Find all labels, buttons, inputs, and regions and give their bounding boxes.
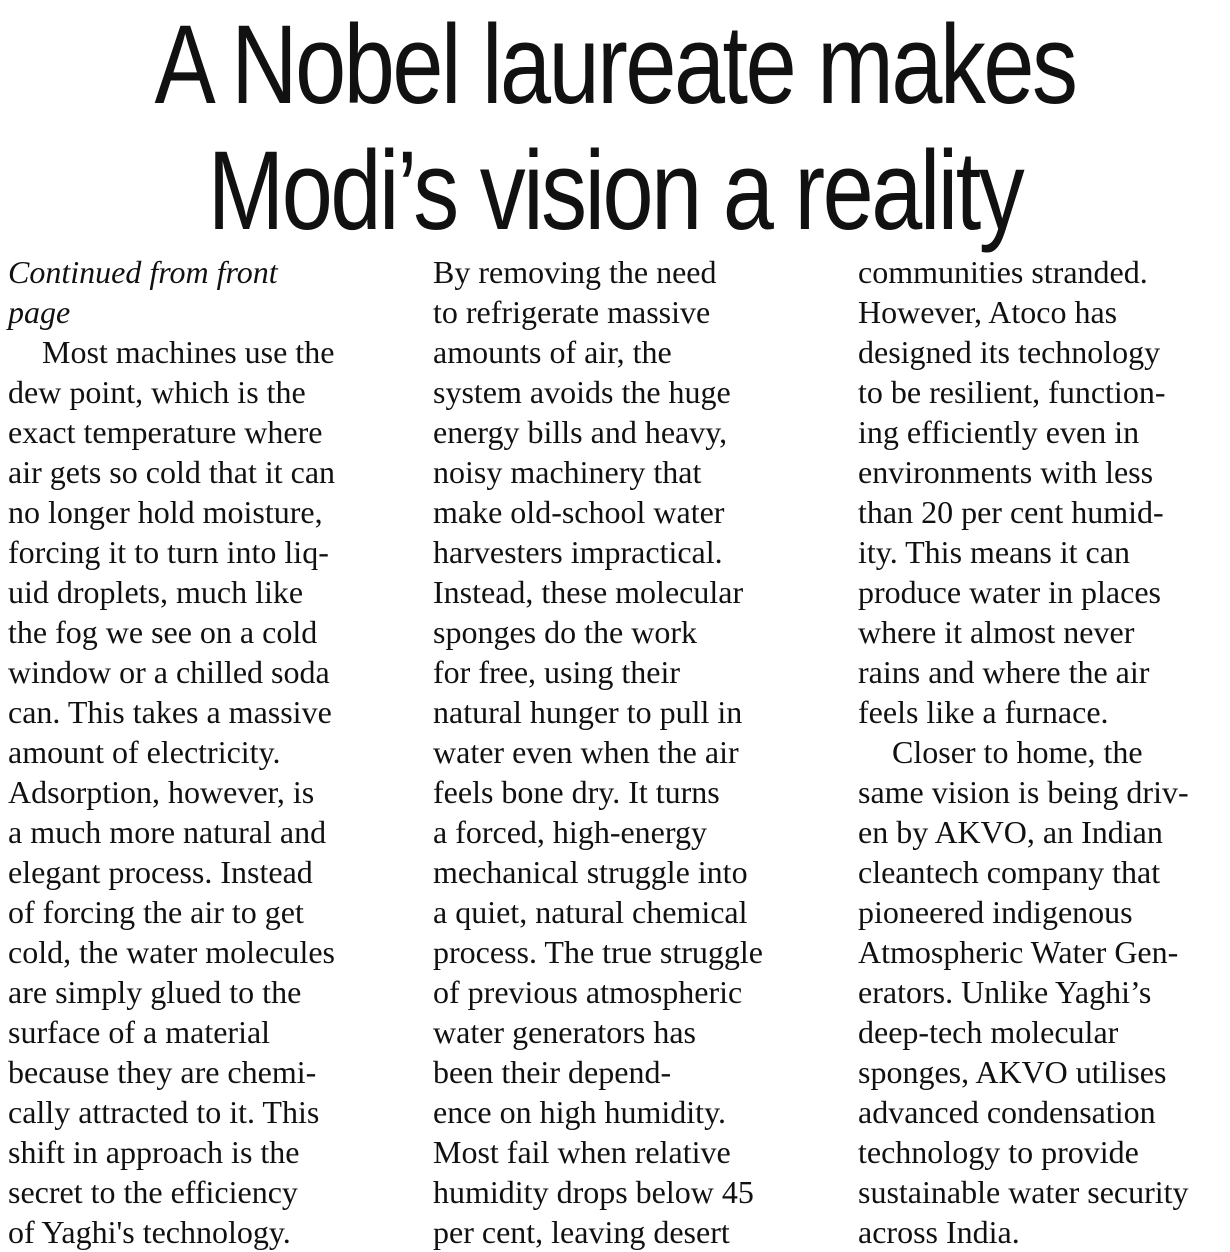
article-text-line: amount of electricity. [8,734,281,770]
article-text-line: can. This takes a massive [8,694,332,730]
article-text-line: technology to provide [858,1134,1139,1170]
article-text-line: are simply glued to the [8,974,302,1010]
article-text-line: sustainable water security [858,1174,1189,1210]
article-text-line: feels bone dry. It turns [433,774,720,810]
article-text-line: rains and where the air [858,654,1150,690]
article-text-line: a much more natural and [8,814,327,850]
article-text-line: to refrigerate massive [433,294,711,330]
article-text-line: deep-tech molecular [858,1014,1119,1050]
article-text-line: make old-school water [433,494,725,530]
article-text-line: However, Atoco has [858,294,1118,330]
article-text-line: designed its technology [858,334,1161,370]
article-text-line: By removing the need [433,254,717,290]
article-text-line: advanced condensation [858,1094,1156,1130]
article-text-line: ence on high humidity. [433,1094,726,1130]
article-text-line: the fog we see on a cold [8,614,318,650]
article-text-line: surface of a material [8,1014,271,1050]
article-text-line: Closer to home, the [892,734,1143,770]
article-text-line: window or a chilled soda [8,654,330,690]
article-column-2 [433,252,843,1252]
article-text-line: Instead, these molecular [433,574,744,610]
article-text-line: Adsorption, however, is [8,774,315,810]
article-text-line: system avoids the huge [433,374,731,410]
article-text-line: same vision is being driv- [858,774,1189,810]
article-text-line: a quiet, natural chemical [433,894,748,930]
article-text-line: cold, the water molecules [8,934,335,970]
article-text-line: air gets so cold that it can [8,454,336,490]
article-text-line: sponges, AKVO utilises [858,1054,1167,1090]
article-text-line: process. The true struggle [433,934,763,970]
article-text-line: of Yaghi's technology. [8,1214,291,1250]
article-text-line: no longer hold moisture, [8,494,323,530]
article-text-line: ing efficiently even in [858,414,1140,450]
article-text-line: across India. [858,1214,1020,1250]
article-text-line: been their depend- [433,1054,672,1090]
article-text-line: environments with less [858,454,1154,490]
article-text-line: amounts of air, the [433,334,672,370]
article-text-line: Atmospheric Water Gen- [858,934,1179,970]
article-text-line: shift in approach is the [8,1134,300,1170]
article-text-line: a forced, high-energy [433,814,707,850]
article-text-line: pioneered indigenous [858,894,1133,930]
article-text-line: Most machines use the [42,334,335,370]
article-text-line: dew point, which is the [8,374,306,410]
article-text-line: than 20 per cent humid- [858,494,1164,530]
article-text-line: Most fail when relative [433,1134,731,1170]
article-text-line: mechanical struggle into [433,854,748,890]
article-text-line: secret to the efficiency [8,1174,298,1210]
article-text-line: per cent, leaving desert [433,1214,730,1250]
article-text-line: of forcing the air to get [8,894,304,930]
article-text-line: produce water in places [858,574,1161,610]
headline-line: A Nobel laureate makes [154,2,1076,127]
article-text-line: communities stranded. [858,254,1148,290]
article-text-line: where it almost never [858,614,1135,650]
article-column-1 [8,252,408,1252]
article-text-line: harvesters impractical. [433,534,723,570]
article-text-line: natural hunger to pull in [433,694,743,730]
article-text-line: forcing it to turn into liq- [8,534,329,570]
article-text-line: for free, using their [433,654,681,690]
article-text-line: Continued from front [8,254,278,290]
article-text-line: uid droplets, much like [8,574,304,610]
article-text-line: erators. Unlike Yaghi’s [858,974,1152,1010]
article-text-line: of previous atmospheric [433,974,743,1010]
article-text-line: en by AKVO, an Indian [858,814,1163,850]
headline-line: Modi’s vision a reality [207,128,1023,253]
article-text-line: humidity drops below 45 [433,1174,754,1210]
article-text-line: cally attracted to it. This [8,1094,320,1130]
article-text-line: sponges do the work [433,614,697,650]
article-text-line: page [8,294,71,330]
article-text-line: ity. This means it can [858,534,1130,570]
article-text-line: feels like a furnace. [858,694,1109,730]
article-text-line: energy bills and heavy, [433,414,728,450]
article-text-line: water even when the air [433,734,739,770]
article-column-3 [858,252,1230,1252]
article-text-line: exact temperature where [8,414,323,450]
article-text-line: because they are chemi- [8,1054,317,1090]
article-text-line: water generators has [433,1014,696,1050]
headline [111,0,1120,254]
article-text-line: to be resilient, function- [858,374,1166,410]
article-text-line: noisy machinery that [433,454,702,490]
article-text-line: elegant process. Instead [8,854,313,890]
article-text-line: cleantech company that [858,854,1161,890]
